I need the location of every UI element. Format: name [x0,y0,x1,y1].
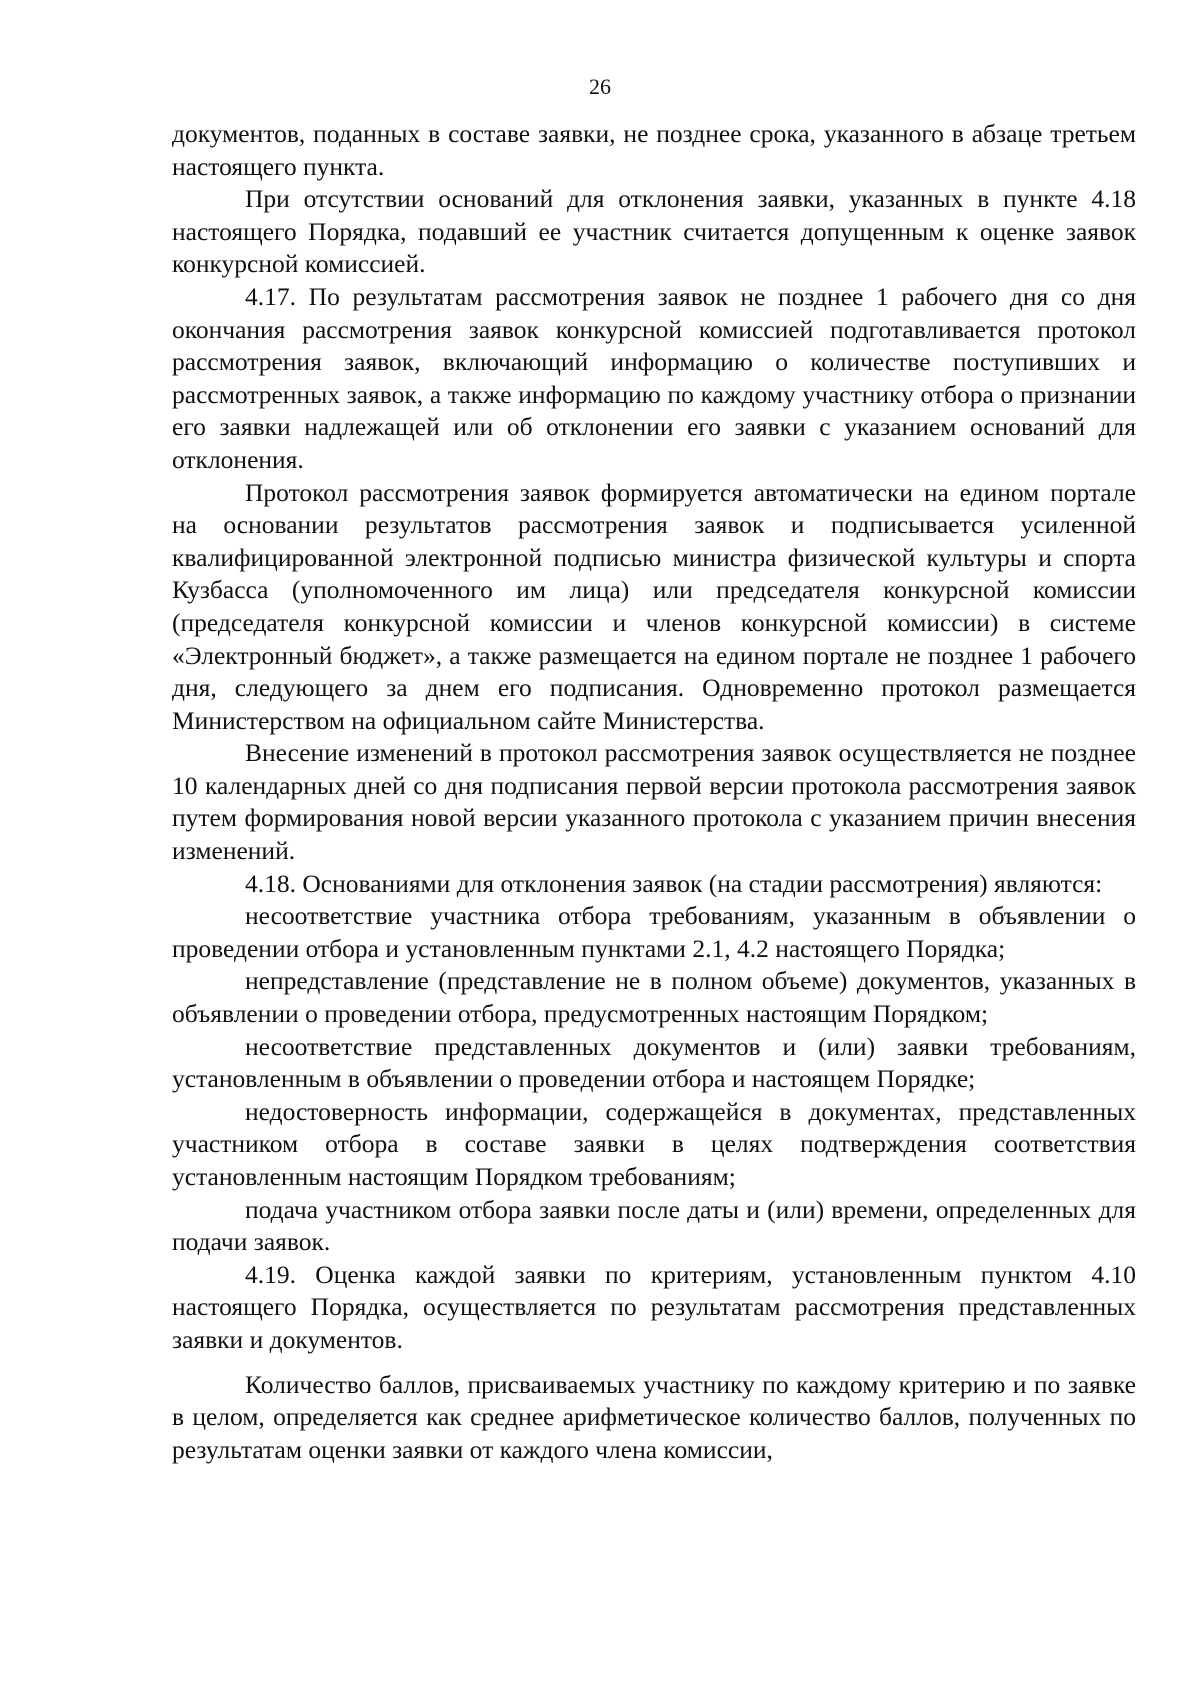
paragraph: Внесение изменений в протокол рассмотрения заявок осуществляется не позднее 10 календарных дней со дня подписания первой версии протокола рассмотрения заявок путем формирования новой версии указанного протокола с указанием причин внесения изменений. [172,738,1136,866]
paragraph: При отсутствии оснований для отклонения заявки, указанных в пункте 4.18 настоящего Порядка, подавший ее участник считается допущенным к оценке заявок конкурсной комиссией. [172,184,1136,279]
document-body [172,118,1136,1466]
paragraph: Протокол рассмотрения заявок формируется автоматически на едином портале на основании результатов рассмотрения заявок и подписывается усиленной квалифицированной электронной подписью министра физической культуры и спорта Кузбасса (уполномоченного им лица) или председателя конкурсной комиссии (председателя конкурсной комиссии и членов конкурсной комиссии) в системе «Электронный бюджет», а также размещается на едином портале не позднее 1 рабочего дня, следующего за днем его подписания. Одновременно протокол размещается Министерством на официальном сайте Министерства. [172,477,1136,735]
paragraph-clause-4-18: 4.18. Основаниями для отклонения заявок (на стадии рассмотрения) являются: [245,868,1103,898]
paragraph: Количество баллов, присваиваемых участнику по каждому критерию и по заявке в целом, определяется как среднее арифметическое количество баллов, полученных по результатам оценки заявки от каждого члена комиссии, [172,1369,1136,1464]
list-item: подача участником отбора заявки после даты и (или) времени, определенных для подачи заявок. [172,1194,1136,1257]
list-item: несоответствие представленных документов и (или) заявки требованиям, установленным в объявлении о проведении отбора и настоящем Порядке; [172,1031,1136,1094]
list-item: недостоверность информации, содержащейся в документах, представленных участником отбора в составе заявки в целях подтверждения соответствия установленным настоящим Порядком требованиям; [172,1096,1136,1191]
list-item: несоответствие участника отбора требованиям, указанным в объявлении о проведении отбора и установленным пунктами 2.1, 4.2 настоящего Порядка; [172,901,1136,963]
paragraph-clause-4-17: 4.17. По результатам рассмотрения заявок не позднее 1 рабочего дня со дня окончания рассмотрения заявок конкурсной комиссией подготавливается протокол рассмотрения заявок, включающий информацию о количестве поступивших и рассмотренных заявок, а также информацию по каждому участнику отбора о признании его заявки надлежащей или об отклонении его заявки с указанием оснований для отклонения. [172,281,1136,474]
list-item: непредставление (представление не в полном объеме) документов, указанных в объявлении о проведении отбора, предусмотренных настоящим Порядком; [172,966,1136,1029]
page-number: 26 [589,74,611,99]
paragraph-continuation: документов, поданных в составе заявки, не позднее срока, указанного в абзаце третьем настоящего пункта. [172,119,1136,181]
paragraph-clause-4-19: 4.19. Оценка каждой заявки по критериям, установленным пунктом 4.10 настоящего Порядка, осуществляется по результатам рассмотрения представленных заявки и документов. [172,1259,1136,1354]
